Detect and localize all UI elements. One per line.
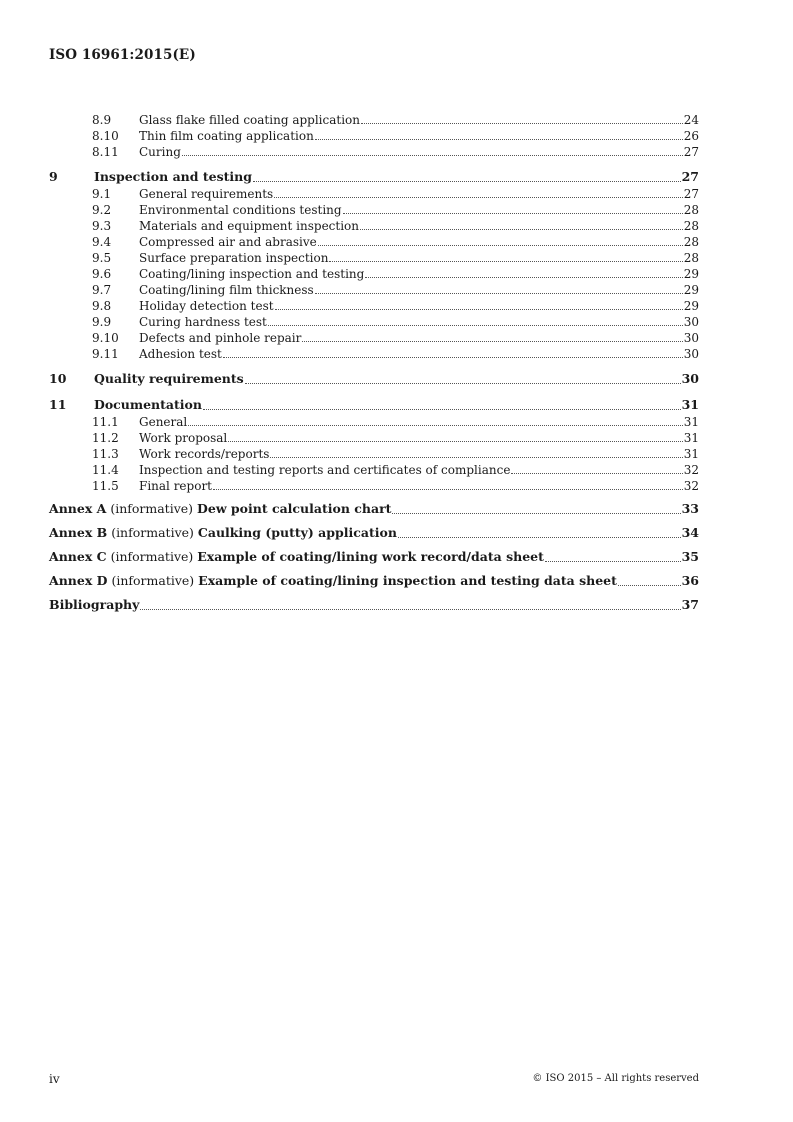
toc-number: 9.10	[92, 331, 119, 345]
dot-leader	[398, 536, 681, 538]
toc-number: 11.1	[92, 415, 119, 429]
annex-kind: (informative)	[110, 549, 194, 564]
toc-title: Curing hardness test	[139, 315, 267, 329]
copyright-notice: © ISO 2015 – All rights reserved	[532, 1073, 699, 1084]
dot-leader	[268, 324, 683, 326]
toc-page: 31	[683, 431, 699, 445]
toc-entry-9-9[interactable]	[49, 314, 699, 330]
toc-entry-11-4[interactable]	[49, 462, 699, 478]
toc-entry-9-4[interactable]	[49, 234, 699, 250]
toc-page: 30	[683, 331, 699, 345]
toc-page: 37	[681, 597, 699, 612]
toc-page: 30	[683, 347, 699, 361]
toc-number: 11	[49, 397, 67, 412]
toc-number: 11.4	[92, 463, 119, 477]
toc-title: Surface preparation inspection	[139, 251, 329, 265]
dot-leader	[203, 408, 681, 410]
toc-number: 9.9	[92, 315, 112, 329]
annex-kind: (informative)	[110, 501, 194, 516]
toc-title: Final report	[139, 479, 213, 493]
dot-leader	[270, 456, 682, 458]
toc-title: Adhesion test	[139, 347, 222, 361]
toc-entry-8-10[interactable]	[49, 128, 699, 144]
dot-leader	[302, 340, 682, 342]
toc-page: 24	[683, 113, 699, 127]
annex-title: Dew point calculation chart	[197, 501, 392, 516]
toc-number: 10	[49, 371, 67, 386]
toc-title: Work proposal	[139, 431, 228, 445]
annex-label: Annex D	[49, 573, 108, 588]
table-of-contents	[49, 112, 699, 614]
toc-number: 11.3	[92, 447, 119, 461]
toc-number: 9.5	[92, 251, 112, 265]
toc-page: 27	[683, 187, 699, 201]
toc-title: Coating/lining inspection and testing	[139, 267, 365, 281]
toc-entry-annex-d[interactable]	[49, 572, 699, 590]
annex-label: Annex A	[49, 501, 107, 516]
toc-entry-9-11[interactable]	[49, 346, 699, 362]
annex-title: Example of coating/lining work record/data sheet	[197, 549, 544, 564]
toc-number: 9	[49, 169, 58, 184]
toc-page: 29	[683, 283, 699, 297]
toc-number: 9.8	[92, 299, 112, 313]
annex-kind: (informative)	[111, 573, 195, 588]
dot-leader	[275, 308, 683, 310]
toc-page: 30	[681, 371, 699, 386]
dot-leader	[182, 154, 683, 156]
toc-page: 29	[683, 299, 699, 313]
toc-entry-8-11[interactable]	[49, 144, 699, 160]
dot-leader	[343, 212, 683, 214]
toc-title	[49, 524, 397, 542]
toc-title: Defects and pinhole repair	[139, 331, 302, 345]
toc-title: Inspection and testing reports and certificates of compliance	[139, 463, 511, 477]
toc-number: 11.2	[92, 431, 119, 445]
annex-label: Annex B	[49, 525, 108, 540]
toc-number: 8.9	[92, 113, 112, 127]
toc-title: Documentation	[94, 397, 202, 412]
dot-leader	[140, 608, 680, 610]
toc-entry-9-5[interactable]	[49, 250, 699, 266]
toc-title: Glass flake filled coating application	[139, 113, 360, 127]
toc-page: 26	[683, 129, 699, 143]
toc-entry-11-2[interactable]	[49, 430, 699, 446]
toc-number: 9.4	[92, 235, 112, 249]
annex-label: Annex C	[49, 549, 107, 564]
toc-entry-8-9[interactable]	[49, 112, 699, 128]
toc-page: 30	[683, 315, 699, 329]
toc-number: 9.1	[92, 187, 112, 201]
toc-number: 9.7	[92, 283, 112, 297]
dot-leader	[315, 292, 683, 294]
toc-entry-10[interactable]	[49, 370, 699, 388]
dot-leader	[245, 382, 681, 384]
dot-leader	[315, 138, 683, 140]
dot-leader	[618, 584, 681, 586]
document-id: ISO 16961:2015(E)	[49, 47, 196, 63]
toc-entry-bibliography[interactable]	[49, 596, 699, 614]
toc-page: 32	[683, 479, 699, 493]
toc-title: Thin film coating application	[139, 129, 314, 143]
dot-leader	[511, 472, 682, 474]
dot-leader	[253, 180, 681, 182]
dot-leader	[318, 244, 683, 246]
dot-leader	[213, 488, 683, 490]
page-number: iv	[49, 1072, 60, 1086]
toc-title: Bibliography	[49, 597, 140, 612]
toc-page: 33	[681, 501, 699, 516]
toc-page: 31	[683, 415, 699, 429]
dot-leader	[223, 356, 683, 358]
toc-entry-11-1[interactable]	[49, 414, 699, 430]
toc-page: 28	[683, 203, 699, 217]
dot-leader	[329, 260, 682, 262]
dot-leader	[360, 228, 683, 230]
toc-page: 31	[683, 447, 699, 461]
toc-entry-annex-b[interactable]	[49, 524, 699, 542]
toc-title: Work records/reports	[139, 447, 270, 461]
toc-title: Holiday detection test	[139, 299, 274, 313]
toc-page: 27	[683, 145, 699, 159]
toc-entry-9-8[interactable]	[49, 298, 699, 314]
toc-title: Curing	[139, 145, 181, 159]
toc-title: Inspection and testing	[94, 169, 252, 184]
toc-page: 28	[683, 251, 699, 265]
toc-entry-11-3[interactable]	[49, 446, 699, 462]
dot-leader	[228, 440, 682, 442]
toc-number: 8.10	[92, 129, 119, 143]
toc-title: Environmental conditions testing	[139, 203, 342, 217]
toc-page: 32	[683, 463, 699, 477]
dot-leader	[188, 424, 682, 426]
toc-title: Coating/lining film thickness	[139, 283, 314, 297]
dot-leader	[545, 560, 681, 562]
toc-page: 34	[681, 525, 699, 540]
toc-entry-annex-c[interactable]	[49, 548, 699, 566]
toc-title	[49, 500, 391, 518]
toc-title: General requirements	[139, 187, 274, 201]
toc-number: 9.3	[92, 219, 112, 233]
toc-page: 35	[681, 549, 699, 564]
toc-entry-9-6[interactable]	[49, 266, 699, 282]
dot-leader	[365, 276, 682, 278]
toc-entry-11[interactable]	[49, 396, 699, 414]
dot-leader	[392, 512, 680, 514]
toc-title: Quality requirements	[94, 371, 244, 386]
toc-page: 36	[681, 573, 699, 588]
toc-page: 27	[681, 169, 699, 184]
toc-page: 31	[681, 397, 699, 412]
toc-number: 8.11	[92, 145, 119, 159]
toc-page: 28	[683, 219, 699, 233]
toc-title: General	[139, 415, 188, 429]
toc-title: Compressed air and abrasive	[139, 235, 317, 249]
toc-number: 11.5	[92, 479, 119, 493]
toc-entry-9-7[interactable]	[49, 282, 699, 298]
toc-number: 9.2	[92, 203, 112, 217]
toc-entry-9-3[interactable]	[49, 218, 699, 234]
toc-entry-9-10[interactable]	[49, 330, 699, 346]
toc-page: 29	[683, 267, 699, 281]
annex-title: Caulking (putty) application	[197, 525, 397, 540]
toc-entry-annex-a[interactable]	[49, 500, 699, 518]
toc-number: 9.11	[92, 347, 119, 361]
toc-title	[49, 548, 544, 566]
dot-leader	[274, 196, 683, 198]
toc-title: Materials and equipment inspection	[139, 219, 360, 233]
toc-number: 9.6	[92, 267, 112, 281]
toc-entry-9-1[interactable]	[49, 186, 699, 202]
toc-entry-9[interactable]	[49, 168, 699, 186]
toc-page: 28	[683, 235, 699, 249]
toc-title	[49, 572, 617, 590]
toc-entry-11-5[interactable]	[49, 478, 699, 494]
toc-entry-9-2[interactable]	[49, 202, 699, 218]
dot-leader	[361, 122, 683, 124]
annex-title: Example of coating/lining inspection and testing data sheet	[198, 573, 617, 588]
annex-kind: (informative)	[111, 525, 194, 540]
